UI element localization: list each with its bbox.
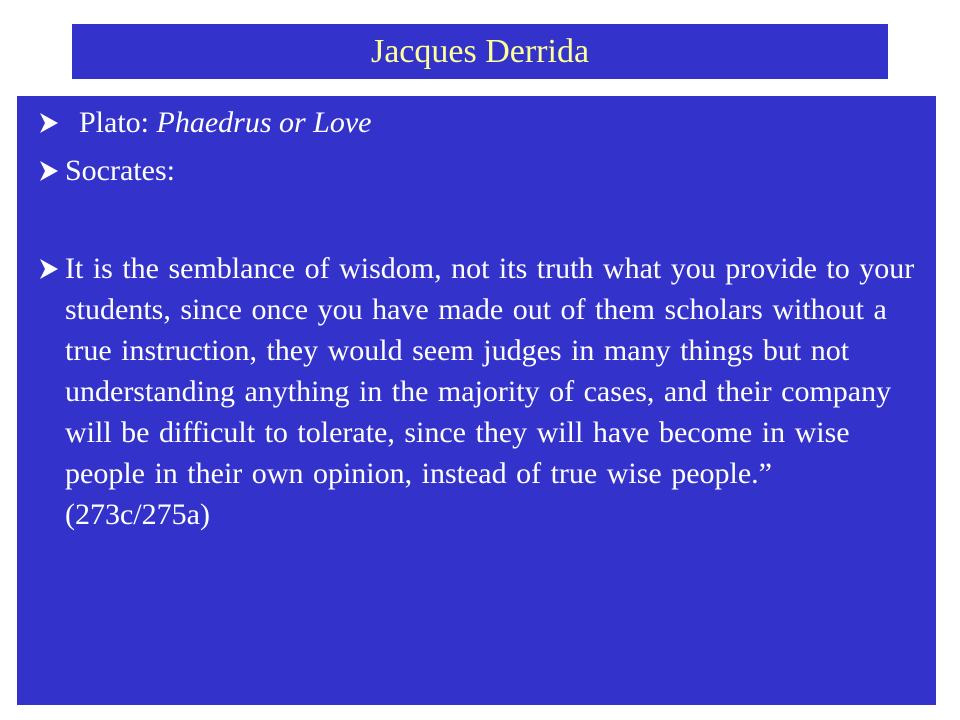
bullet-plato (39, 102, 372, 143)
arrowhead-bullet-icon (39, 150, 65, 191)
bullet-socrates-text: Socrates: (65, 154, 175, 187)
arrowhead-bullet-icon (39, 248, 65, 289)
arrowhead-bullet-icon (39, 102, 79, 143)
title-bar (72, 24, 888, 79)
bullet-plato-work: Phaedrus or Love (156, 106, 372, 139)
bullet-socrates (39, 150, 175, 191)
content-panel (17, 96, 936, 705)
slide-title: Jacques Derrida (370, 32, 590, 70)
bullet-plato-prefix: Plato: (79, 106, 157, 139)
bullet-plato-text (79, 102, 372, 143)
bullet-quote (39, 248, 919, 535)
bullet-quote-text: It is the semblance of wisdom, not its truth what you provide to your students, since once you have made out of them scholars without a true instruction, they would seem judges in many things but not understanding anything in the majority of cases, and their company will be difficult to tolerate, since they will have become in wise people in their own opinion, instead of true wise people.” (273c/275a) (65, 252, 915, 531)
